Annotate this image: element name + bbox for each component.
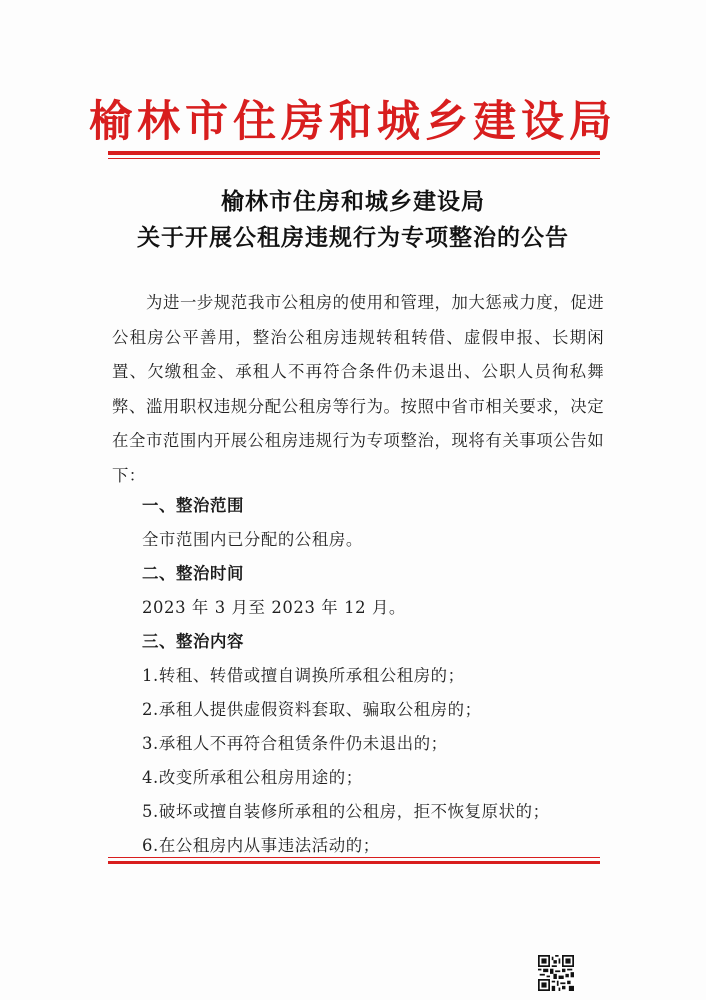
qr-code-icon[interactable] <box>538 955 574 991</box>
list-item: 1.转租、转借或擅自调换所承租公租房的； <box>142 666 465 685</box>
section-heading-scope: 一、整治范围 <box>142 496 244 515</box>
list-item: 6.在公租房内从事违法活动的； <box>142 836 380 855</box>
section-heading-time: 二、整治时间 <box>142 564 244 583</box>
list-item: 2.承租人提供虚假资料套取、骗取公租房的； <box>142 700 482 719</box>
letterhead-rule-thin <box>108 158 600 159</box>
letterhead-rule-thick <box>108 151 600 155</box>
section-text-time: 2023 年 3 月至 2023 年 12 月。 <box>142 598 406 617</box>
section-heading-content: 三、整治内容 <box>142 632 244 651</box>
footer-rule-thick <box>108 861 600 864</box>
intro-paragraph: 为进一步规范我市公租房的使用和管理，加大惩戒力度，促进公租房公平善用，整治公租房违规转租转借、虚假申报、长期闲置、欠缴租金、承租人不再符合条件仍未退出、公职人员徇私舞弊、滥用职权违规分配公租房等行为。按照中省市相关要求，决定在全市范围内开展公租房违规行为专项整治，现将有关事项公告如下： <box>112 293 604 485</box>
footer-rule-thin <box>108 857 600 858</box>
list-item: 5.破坏或擅自装修所承租的公租房，拒不恢复原状的； <box>142 802 550 821</box>
list-item: 3.承租人不再符合租赁条件仍未退出的； <box>142 734 448 753</box>
letterhead-org-name: 榆林市住房和城乡建设局 <box>89 97 617 147</box>
section-text-scope: 全市范围内已分配的公租房。 <box>142 530 363 549</box>
document-title-line2: 关于开展公租房违规行为专项整治的公告 <box>137 224 569 251</box>
list-item: 4.改变所承租公租房用途的； <box>142 768 363 787</box>
document-title-line1: 榆林市住房和城乡建设局 <box>221 188 485 215</box>
